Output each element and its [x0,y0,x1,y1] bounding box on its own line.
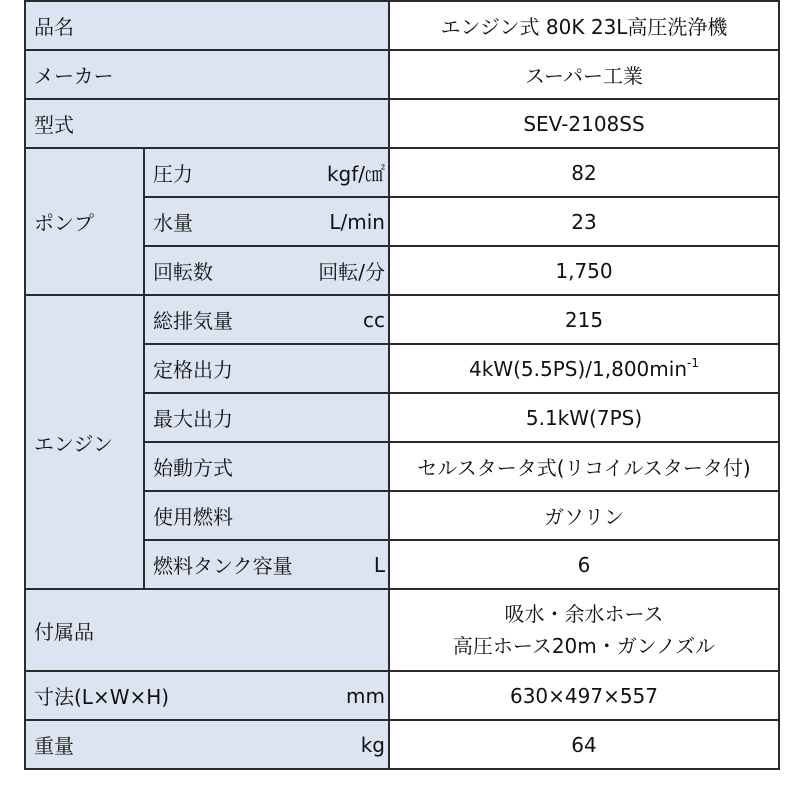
rated-output-value: 4kW(5.5PS)/1,800min [469,357,687,381]
weight-cell [25,720,389,769]
engine-group-label: エンジン [25,295,144,589]
max-output-label: 最大出力 [144,393,389,442]
row-dimensions [25,671,779,720]
tank-capacity-cell [144,540,389,589]
row-product-name [25,1,779,50]
weight-unit: kg [360,732,385,757]
accessories-line-1: 吸水・余水ホース [504,602,664,626]
water-volume-unit: L/min [329,209,385,234]
row-weight [25,720,779,769]
model-label: 型式 [25,99,389,148]
tank-capacity-label: 燃料タンク容量 [153,554,293,578]
dimensions-unit: mm [346,683,385,708]
pressure-unit: kgf/㎠ [326,162,385,186]
displacement-value: 215 [389,295,779,344]
pressure-label: 圧力 [153,162,193,186]
pressure-value: 82 [389,148,779,197]
row-engine-displacement [25,295,779,344]
model-value: SEV-2108SS [389,99,779,148]
start-method-value: セルスタータ式(リコイルスタータ付) [389,442,779,491]
row-pump-pressure [25,148,779,197]
rated-output-exponent: -1 [687,356,699,370]
accessories-value [389,589,779,671]
row-maker [25,50,779,99]
spec-table [24,0,780,770]
rated-output-cell [389,344,779,393]
accessories-line-2: 高圧ホース20m・ガンノズル [452,634,716,658]
water-volume-label: 水量 [153,211,193,235]
water-volume-value: 23 [389,197,779,246]
row-model [25,99,779,148]
displacement-label: 総排気量 [153,309,233,333]
pump-group-label: ポンプ [25,148,144,295]
displacement-unit: cc [363,307,385,332]
rated-output-label: 定格出力 [144,344,389,393]
weight-value: 64 [389,720,779,769]
product-name-label: 品名 [25,1,389,50]
tank-capacity-unit: L [373,552,385,577]
weight-label: 重量 [34,734,74,758]
product-name-value: エンジン式 80K 23L高圧洗浄機 [389,1,779,50]
dimensions-label: 寸法(L×W×H) [34,685,170,709]
dimensions-cell [25,671,389,720]
accessories-label: 付属品 [25,589,389,671]
row-accessories [25,589,779,671]
fuel-label: 使用燃料 [144,491,389,540]
start-method-label: 始動方式 [144,442,389,491]
pressure-cell [144,148,389,197]
maker-value: スーパー工業 [389,50,779,99]
dimensions-value: 630×497×557 [389,671,779,720]
displacement-cell [144,295,389,344]
rpm-value: 1,750 [389,246,779,295]
max-output-value: 5.1kW(7PS) [389,393,779,442]
tank-capacity-value: 6 [389,540,779,589]
rpm-unit: 回転/分 [318,260,385,284]
fuel-value: ガソリン [389,491,779,540]
rpm-label: 回転数 [153,260,213,284]
maker-label: メーカー [25,50,389,99]
rpm-cell [144,246,389,295]
water-volume-cell [144,197,389,246]
